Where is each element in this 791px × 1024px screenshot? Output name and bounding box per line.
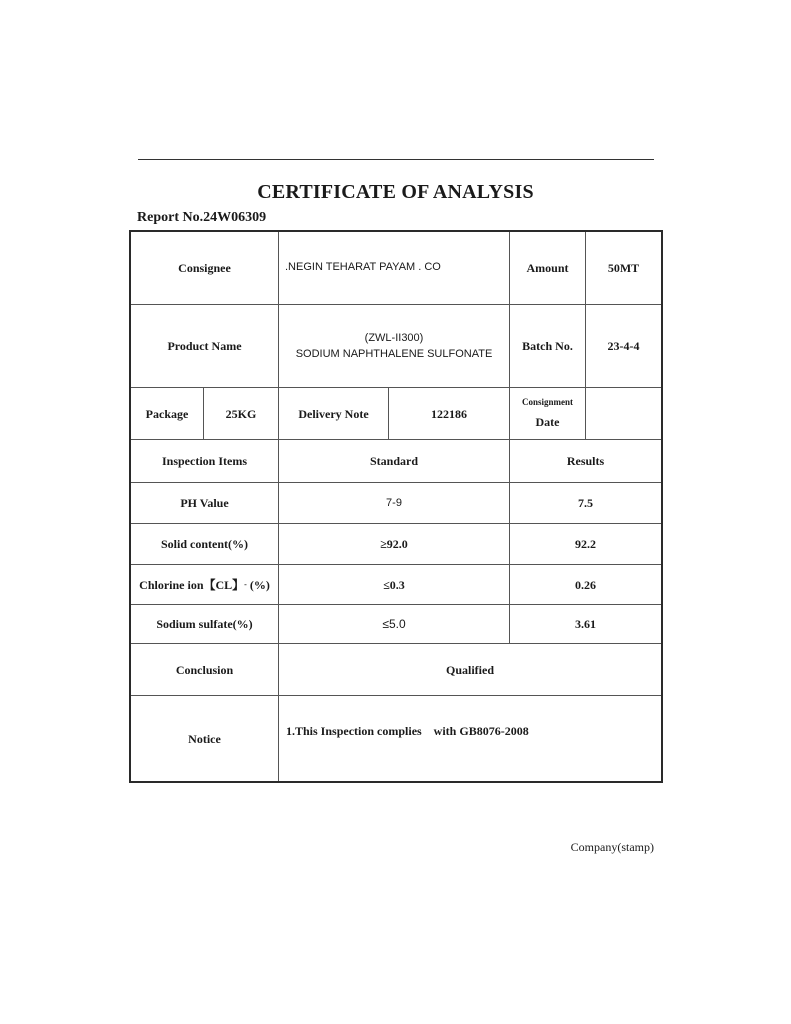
table-row-standard: ≤0.3 <box>383 577 405 592</box>
table-row-item: Sodium sulfate(%) <box>156 617 253 631</box>
table-row-standard: 7-9 <box>386 496 402 509</box>
table-row-item: PH Value <box>180 496 229 510</box>
product-name: SODIUM NAPHTHALENE SULFONATE <box>295 348 493 360</box>
table-row-item: Solid content(%) <box>161 537 248 551</box>
product-name-label: Product Name <box>167 339 242 353</box>
consignment-label: Consignment <box>521 396 573 407</box>
table-row-item <box>131 565 278 604</box>
col-header-standard: Standard <box>369 454 419 468</box>
col-header-items: Inspection Items <box>161 454 247 468</box>
conclusion-label: Conclusion <box>175 662 234 677</box>
amount-label: Amount <box>526 261 569 275</box>
batch-no-label: Batch No. <box>522 339 573 353</box>
package-value: 25KG <box>225 406 257 421</box>
consignee-label: Consignee <box>178 261 231 275</box>
batch-no-value: 23-4-4 <box>607 339 640 353</box>
date-label: Date <box>535 415 560 430</box>
table-row-result: 3.61 <box>575 617 596 631</box>
consignment-date-value <box>586 388 661 439</box>
report-number: Report No.24W06309 <box>137 210 267 225</box>
amount-value: 50MT <box>607 261 640 275</box>
product-name-value <box>279 305 509 387</box>
analysis-table <box>129 230 663 783</box>
top-rule <box>138 159 654 160</box>
document-title: CERTIFICATE OF ANALYSIS <box>257 181 534 203</box>
chlorine-superscript: - <box>244 579 247 589</box>
notice-value: 1.This Inspection complies with GB8076-2008 <box>286 724 529 738</box>
product-code: (ZWL-II300) <box>364 331 424 344</box>
table-row-result: 7.5 <box>578 496 593 510</box>
company-stamp: Company(stamp) <box>570 840 654 854</box>
delivery-note-label: Delivery Note <box>298 406 369 421</box>
table-row-result: 92.2 <box>575 537 596 551</box>
table-row-standard: ≥92.0 <box>380 537 408 551</box>
chlorine-unit: (%) <box>249 577 270 592</box>
table-row-result: 0.26 <box>575 577 596 592</box>
chlorine-item-label: Chlorine ion【CL】 <box>139 577 245 592</box>
conclusion-value: Qualified <box>445 662 494 677</box>
consignee-value: .NEGIN TEHARAT PAYAM . CO <box>285 260 441 273</box>
table-row-standard: ≤5.0 <box>382 617 406 631</box>
delivery-note-value: 122186 <box>431 406 467 421</box>
consignment-date-label <box>510 388 585 439</box>
col-header-results: Results <box>566 454 605 468</box>
package-label: Package <box>145 406 189 421</box>
notice-label: Notice <box>188 731 221 746</box>
